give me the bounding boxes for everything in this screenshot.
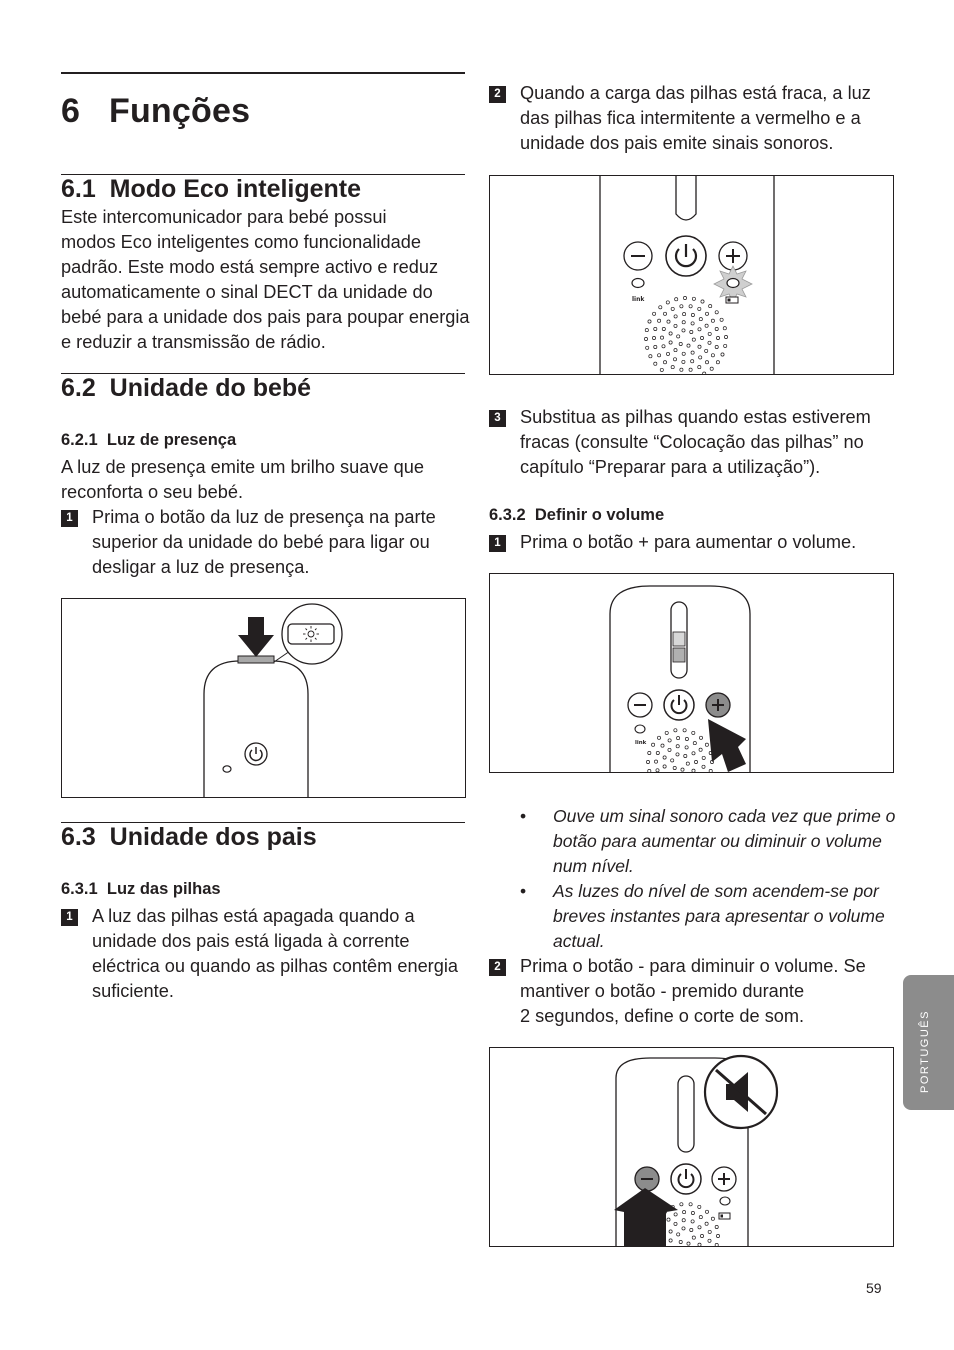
step-text [92, 904, 458, 1004]
bullet-dot: • [520, 881, 527, 901]
step-6-3-1-3 [489, 405, 893, 480]
text-line: unidade dos pais emite sinais sonoros. [520, 133, 834, 153]
section-6-1-text [61, 205, 470, 355]
section-heading-6-1: 6.1 Modo Eco inteligente [61, 175, 362, 203]
subsection-heading-6-3-2: 6.3.2 Definir o volume [489, 506, 665, 524]
text-line: bebé para a unidade dos pais para poupar energia [61, 307, 470, 327]
arrow-icon [614, 1188, 678, 1246]
text-line: mantiver o botão - premido durante [520, 981, 805, 1001]
power-icon [671, 1164, 701, 1194]
step-number: 1 [489, 535, 506, 552]
chapter-title [61, 92, 250, 131]
section-heading-6-2: 6.2 Unidade do bebé [61, 374, 312, 402]
bullet-dot: • [520, 806, 527, 826]
section-6-2-1-text [61, 455, 424, 505]
subsection-heading-6-2-1: 6.2.1 Luz de presença [61, 431, 237, 449]
text-line: num nível. [553, 856, 634, 876]
text-line: Quando a carga das pilhas está fraca, a luz [520, 83, 871, 103]
text-line: actual. [553, 931, 605, 951]
step-6-3-2-2 [489, 954, 893, 1029]
bullet-1 [520, 804, 900, 879]
speaker-grille [646, 729, 713, 772]
link-label: link [635, 740, 647, 746]
text-line: padrão. Este modo está sempre activo e reduz [61, 257, 439, 277]
chapter-rule [61, 72, 465, 74]
figure-volume-up [489, 573, 894, 773]
text-line: Substitua as pilhas quando estas estiverem [520, 407, 871, 427]
minus-icon [635, 1167, 659, 1191]
figure-baby-unit-night-light [61, 598, 466, 798]
text-line: superior da unidade do bebé para ligar ou [92, 532, 430, 552]
text-line: botão para aumentar ou diminuir o volume [553, 831, 882, 851]
bullet-2 [520, 879, 900, 954]
mute-icon [705, 1056, 777, 1128]
text-line: Este intercomunicador para bebé possui [61, 207, 387, 227]
language-tab [903, 975, 954, 1110]
plus-icon [712, 1167, 736, 1191]
step-6-2-1-1 [61, 505, 465, 580]
power-icon [245, 743, 267, 765]
minus-icon [628, 693, 652, 717]
battery-icon [719, 1213, 730, 1219]
power-icon [666, 236, 706, 276]
chapter-title-text: Funções [109, 92, 251, 130]
step-text [520, 954, 866, 1029]
text-line: Ouve um sinal sonoro cada vez que prime o [553, 806, 896, 826]
step-text [92, 505, 436, 580]
power-icon [664, 690, 694, 720]
step-text [520, 530, 856, 555]
chapter-number: 6 [61, 92, 81, 130]
battery-icon [726, 297, 738, 303]
text-line: eléctrica ou quando as pilhas contêm energia [92, 956, 459, 976]
step-text [520, 405, 871, 480]
figure-parent-unit-battery-light [489, 175, 894, 375]
text-line: A luz de presença emite um brilho suave que [61, 457, 424, 477]
text-line: A luz das pilhas está apagada quando a [92, 906, 415, 926]
link-label: link [632, 296, 645, 303]
step-number: 2 [489, 959, 506, 976]
text-line: das pilhas fica intermitente a vermelho e a [520, 108, 861, 128]
text-line: capítulo “Preparar para a utilização”). [520, 457, 821, 477]
text-line: Prima o botão da luz de presença na parte [92, 507, 436, 527]
text-line: suficiente. [92, 981, 174, 1001]
text-line: desligar a luz de presença. [92, 557, 310, 577]
step-number: 3 [489, 410, 506, 427]
bullet-text [553, 804, 895, 879]
page-number: 59 [866, 1280, 882, 1296]
language-tab-label: PORTUGUÊS [919, 1010, 931, 1093]
text-line: fracas (consulte “Colocação das pilhas” no [520, 432, 864, 452]
step-6-3-1-2 [489, 81, 893, 156]
text-line: automaticamente o sinal DECT da unidade do [61, 282, 433, 302]
step-6-3-1-1 [61, 904, 465, 1004]
subsection-heading-6-3-1: 6.3.1 Luz das pilhas [61, 880, 221, 898]
step-number: 1 [61, 909, 78, 926]
text-line: Prima o botão + para aumentar o volume. [520, 532, 857, 552]
text-line: e reduzir a transmissão de rádio. [61, 332, 326, 352]
step-text [520, 81, 871, 156]
text-line: 2 segundos, define o corte de som. [520, 1006, 805, 1026]
plus-icon [706, 693, 730, 717]
text-line: breves instantes para apresentar o volume [553, 906, 885, 926]
text-line: modos Eco inteligentes como funcionalidade [61, 232, 421, 252]
speaker-grille [644, 296, 727, 374]
arrow-icon [238, 617, 274, 657]
text-line: unidade dos pais está ligada à corrente [92, 931, 410, 951]
step-number: 1 [61, 510, 78, 527]
text-line: Prima o botão - para diminuir o volume. Se [520, 956, 866, 976]
text-line: As luzes do nível de som acendem-se por [553, 881, 879, 901]
section-heading-6-3: 6.3 Unidade dos pais [61, 823, 317, 851]
step-number: 2 [489, 86, 506, 103]
figure-volume-down-mute [489, 1047, 894, 1247]
step-6-3-2-1 [489, 530, 893, 555]
bullet-text [553, 879, 885, 954]
arrow-icon [708, 719, 746, 772]
minus-icon [624, 242, 652, 270]
text-line: reconforta o seu bebé. [61, 482, 243, 502]
